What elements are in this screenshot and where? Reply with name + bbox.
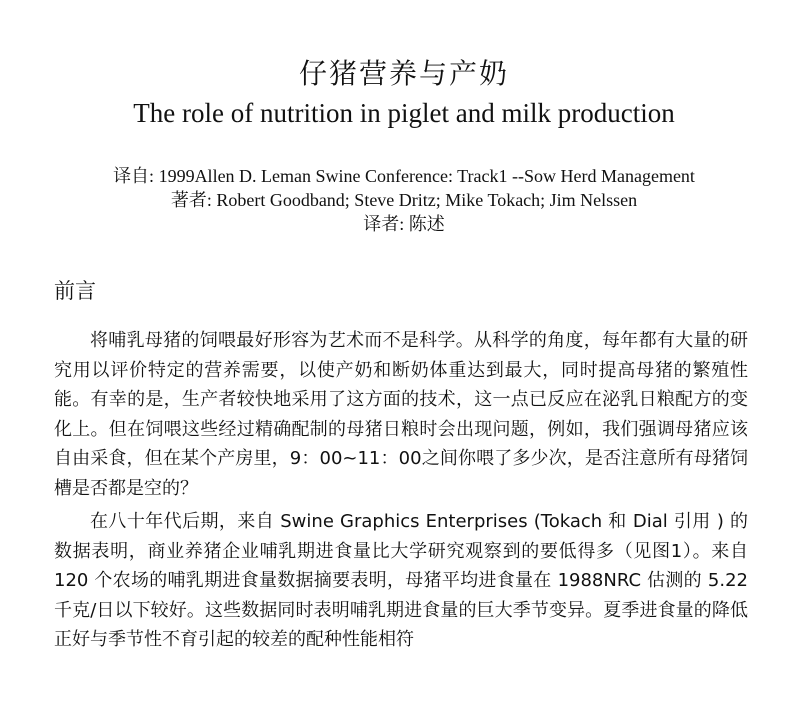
paragraph: 将哺乳母猪的饲喂最好形容为艺术而不是科学。从科学的角度，每年都有大量的研究用以评价特定的营养需要，以使产奶和断奶体重达到最大，同时提高母猪的繁殖性能。有幸的是，生产者较快地采用了这方面的技术，这一点已反应在泌乳日粮配方的变化上。但在饲喂这些经过精确配制的母猪日粮时会出现问题，例如，我们强调母猪应该自由采食，但在某个产房里，9：00~11：00之间你喂了多少次，是否注意所有母猪饲槽是否都是空的？ (54, 330, 748, 499)
section-heading: 前言 (54, 279, 96, 303)
paragraph: 在八十年代后期，来自 Swine Graphics Enterprises (Tokach 和 Dial 引用 ) 的数据表明，商业养猪企业哺乳期进食量比大学研究观察到的要低得多（见图1）。来自 120 个农场的哺乳期进食量数据摘要表明，母猪平均进食量在 1988NRC 估测的 5.22 千克/日以下较好。这些数据同时表明哺乳期进食量的巨大季节变异。夏季进食量的降低正好与季节性不育引起的较差的配种性能相符 (54, 511, 748, 650)
body-text (54, 326, 748, 655)
document-metadata (0, 164, 808, 236)
source-line: 译自: 1999Allen D. Leman Swine Conference: Track1 --Sow Herd Management (113, 166, 695, 186)
translator-line: 译者: 陈述 (363, 214, 445, 234)
document-title-chinese: 仔猪营养与产奶 (298, 57, 509, 90)
document-title-english: The role of nutrition in piglet and milk production (133, 98, 675, 128)
authors-line: 著者: Robert Goodband; Steve Dritz; Mike Tokach; Jim Nelssen (170, 190, 638, 210)
